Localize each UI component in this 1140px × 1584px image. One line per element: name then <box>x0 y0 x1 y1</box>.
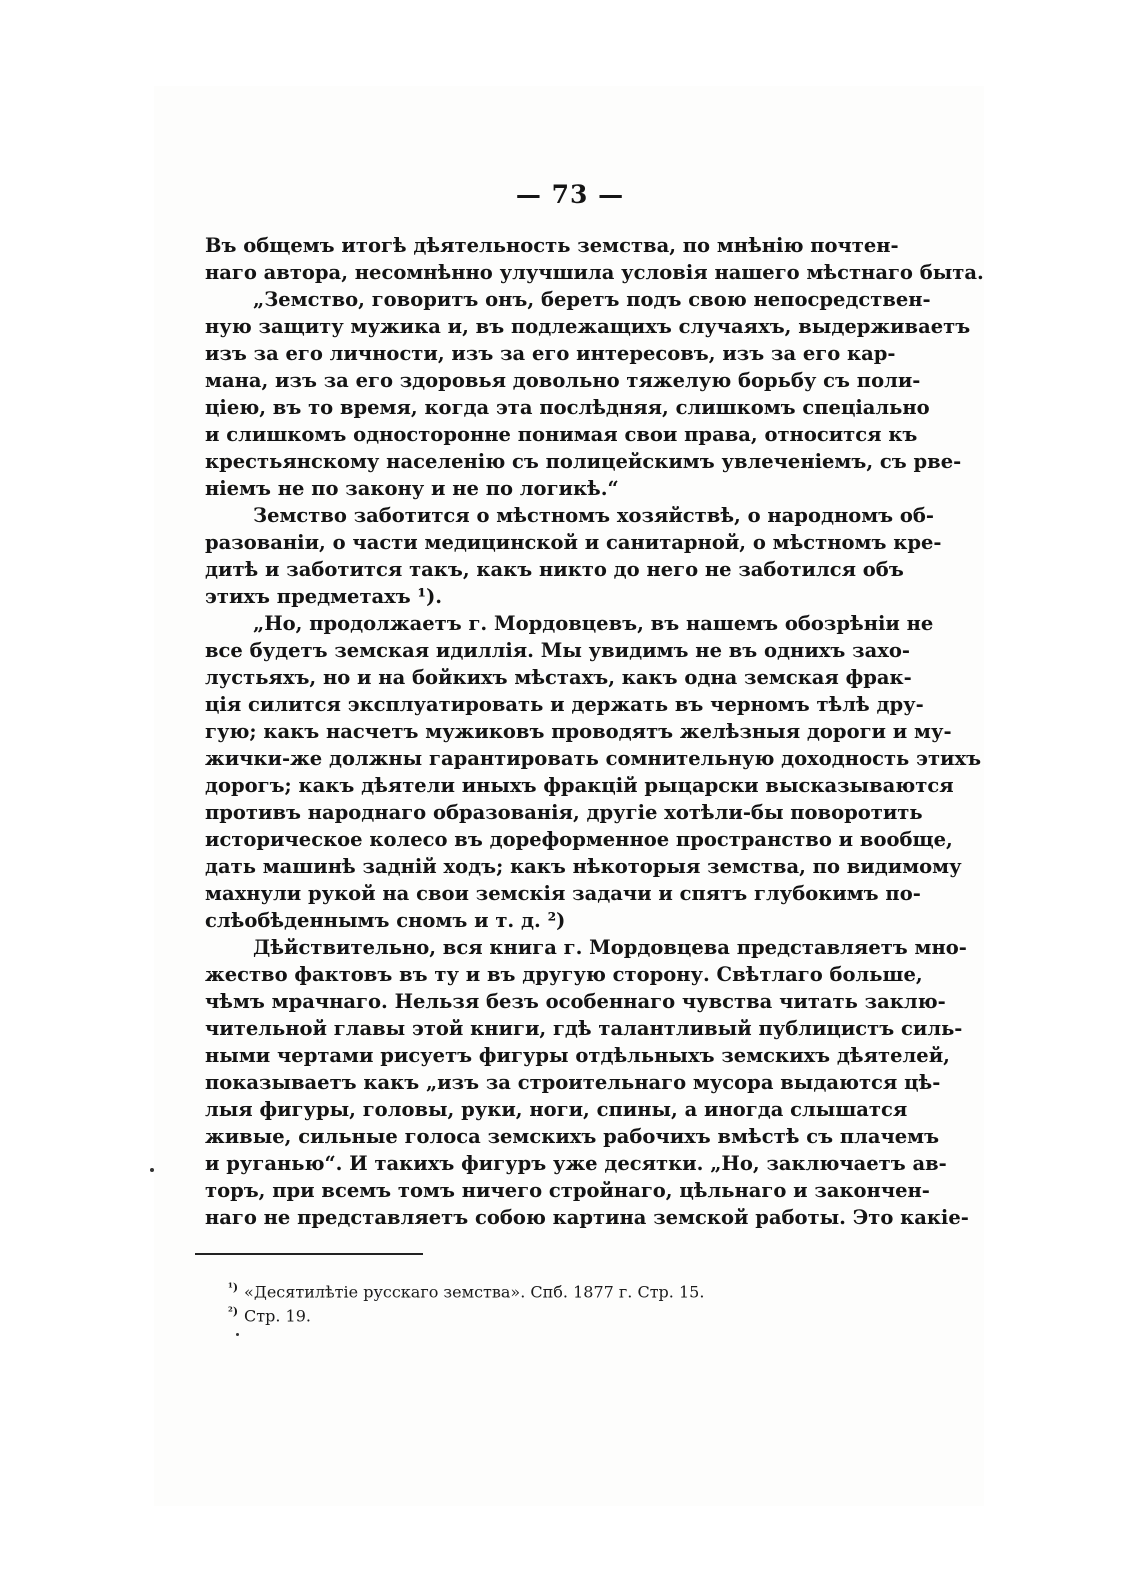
text-line: Въ общемъ итогѣ дѣятельность земства, по мнѣнію почтен- <box>205 234 899 257</box>
print-speck <box>236 1333 239 1336</box>
text-line: чительной главы этой книги, гдѣ талантливый публицистъ силь- <box>205 1017 963 1040</box>
text-line: историческое колесо въ дореформенное пространство и вообще, <box>205 828 953 851</box>
text-line: гую; какъ насчетъ мужиковъ проводятъ желѣзныя дороги и му- <box>205 720 952 743</box>
footnote <box>228 1300 704 1324</box>
text-line: наго автора, несомнѣнно улучшила условія нашего мѣстнаго быта. <box>205 261 984 284</box>
text-line: махнули рукой на свои земскія задачи и спятъ глубокимъ по- <box>205 882 921 905</box>
footnote-marker: ²) <box>228 1305 239 1318</box>
text-line: ція силится эксплуатировать и держать въ черномъ тѣлѣ дру- <box>205 693 924 716</box>
text-line: жество фактовъ въ ту и въ другую сторону. Свѣтлаго больше, <box>205 963 923 986</box>
text-line: дитѣ и заботится такъ, какъ никто до него не заботился объ <box>205 558 904 581</box>
text-line: ными чертами рисуетъ фигуры отдѣльныхъ земскихъ дѣятелей, <box>205 1044 950 1067</box>
text-line: ную защиту мужика и, въ подлежащихъ случаяхъ, выдерживаетъ <box>205 315 971 338</box>
footnote-marker: ¹) <box>228 1281 239 1294</box>
text-line: дать машинѣ задній ходъ; какъ нѣкоторыя земства, по видимому <box>205 855 962 878</box>
footnote <box>228 1276 704 1300</box>
text-line: Земство заботится о мѣстномъ хозяйствѣ, о народномъ об- <box>253 504 935 527</box>
text-line: торъ, при всемъ томъ ничего стройнаго, цѣльнаго и закончен- <box>205 1179 930 1202</box>
text-line: крестьянскому населенію съ полицейскимъ увлеченіемъ, съ рве- <box>205 450 962 473</box>
text-line: дорогъ; какъ дѣятели иныхъ фракцій рыцарски высказываются <box>205 774 954 797</box>
text-line: „Земство, говоритъ онъ, беретъ подъ свою непосредствен- <box>253 288 931 311</box>
page-number: — 73 — <box>515 180 625 209</box>
text-line: Дѣйствительно, вся книга г. Мордовцева представляетъ мно- <box>253 936 967 959</box>
text-line: ціею, въ то время, когда эта послѣдняя, слишкомъ спеціально <box>205 396 930 419</box>
text-line: мана, изъ за его здоровья довольно тяжелую борьбу съ поли- <box>205 369 921 392</box>
body-text <box>205 232 984 1231</box>
text-line: лустьяхъ, но и на бойкихъ мѣстахъ, какъ одна земская фрак- <box>205 666 912 689</box>
text-line: „Но, продолжаетъ г. Мордовцевъ, въ нашемъ обозрѣніи не <box>253 612 934 635</box>
text-line: показываетъ какъ „изъ за строительнаго мусора выдаются цѣ- <box>205 1071 941 1094</box>
text-line: разованіи, о части медицинской и санитарной, о мѣстномъ кре- <box>205 531 942 554</box>
text-line: наго не представляетъ собою картина земской работы. Это какіе- <box>205 1206 969 1229</box>
text-line: слѣобѣденнымъ сномъ и т. д. ²) <box>205 909 566 932</box>
text-line: лыя фигуры, головы, руки, ноги, спины, а иногда слышатся <box>205 1098 908 1121</box>
footnote-divider <box>195 1253 423 1255</box>
footnote-text: Стр. 19. <box>244 1306 311 1326</box>
text-line: все будетъ земская идиллія. Мы увидимъ не въ однихъ захо- <box>205 639 910 662</box>
text-line: этихъ предметахъ ¹). <box>205 585 443 608</box>
text-line: чѣмъ мрачнаго. Нельзя безъ особеннаго чувства читать заклю- <box>205 990 946 1013</box>
footnote-text: «Десятилѣтіе русскаго земства». Спб. 1877 г. Стр. 15. <box>244 1282 705 1302</box>
text-line: ніемъ не по закону и не по логикѣ.“ <box>205 477 619 500</box>
text-line: и руганью“. И такихъ фигуръ уже десятки. „Но, заключаетъ ав- <box>205 1152 947 1175</box>
text-line: изъ за его личности, изъ за его интересовъ, изъ за его кар- <box>205 342 896 365</box>
text-line: и слишкомъ односторонне понимая свои права, относится къ <box>205 423 918 446</box>
text-line: живые, сильные голоса земскихъ рабочихъ вмѣстѣ съ плачемъ <box>205 1125 940 1148</box>
text-line: противъ народнаго образованія, другіе хотѣли-бы поворотить <box>205 801 923 824</box>
print-speck <box>150 1168 154 1172</box>
text-line: жички-же должны гарантировать сомнительную доходность этихъ <box>205 747 982 770</box>
footnotes <box>228 1276 704 1324</box>
